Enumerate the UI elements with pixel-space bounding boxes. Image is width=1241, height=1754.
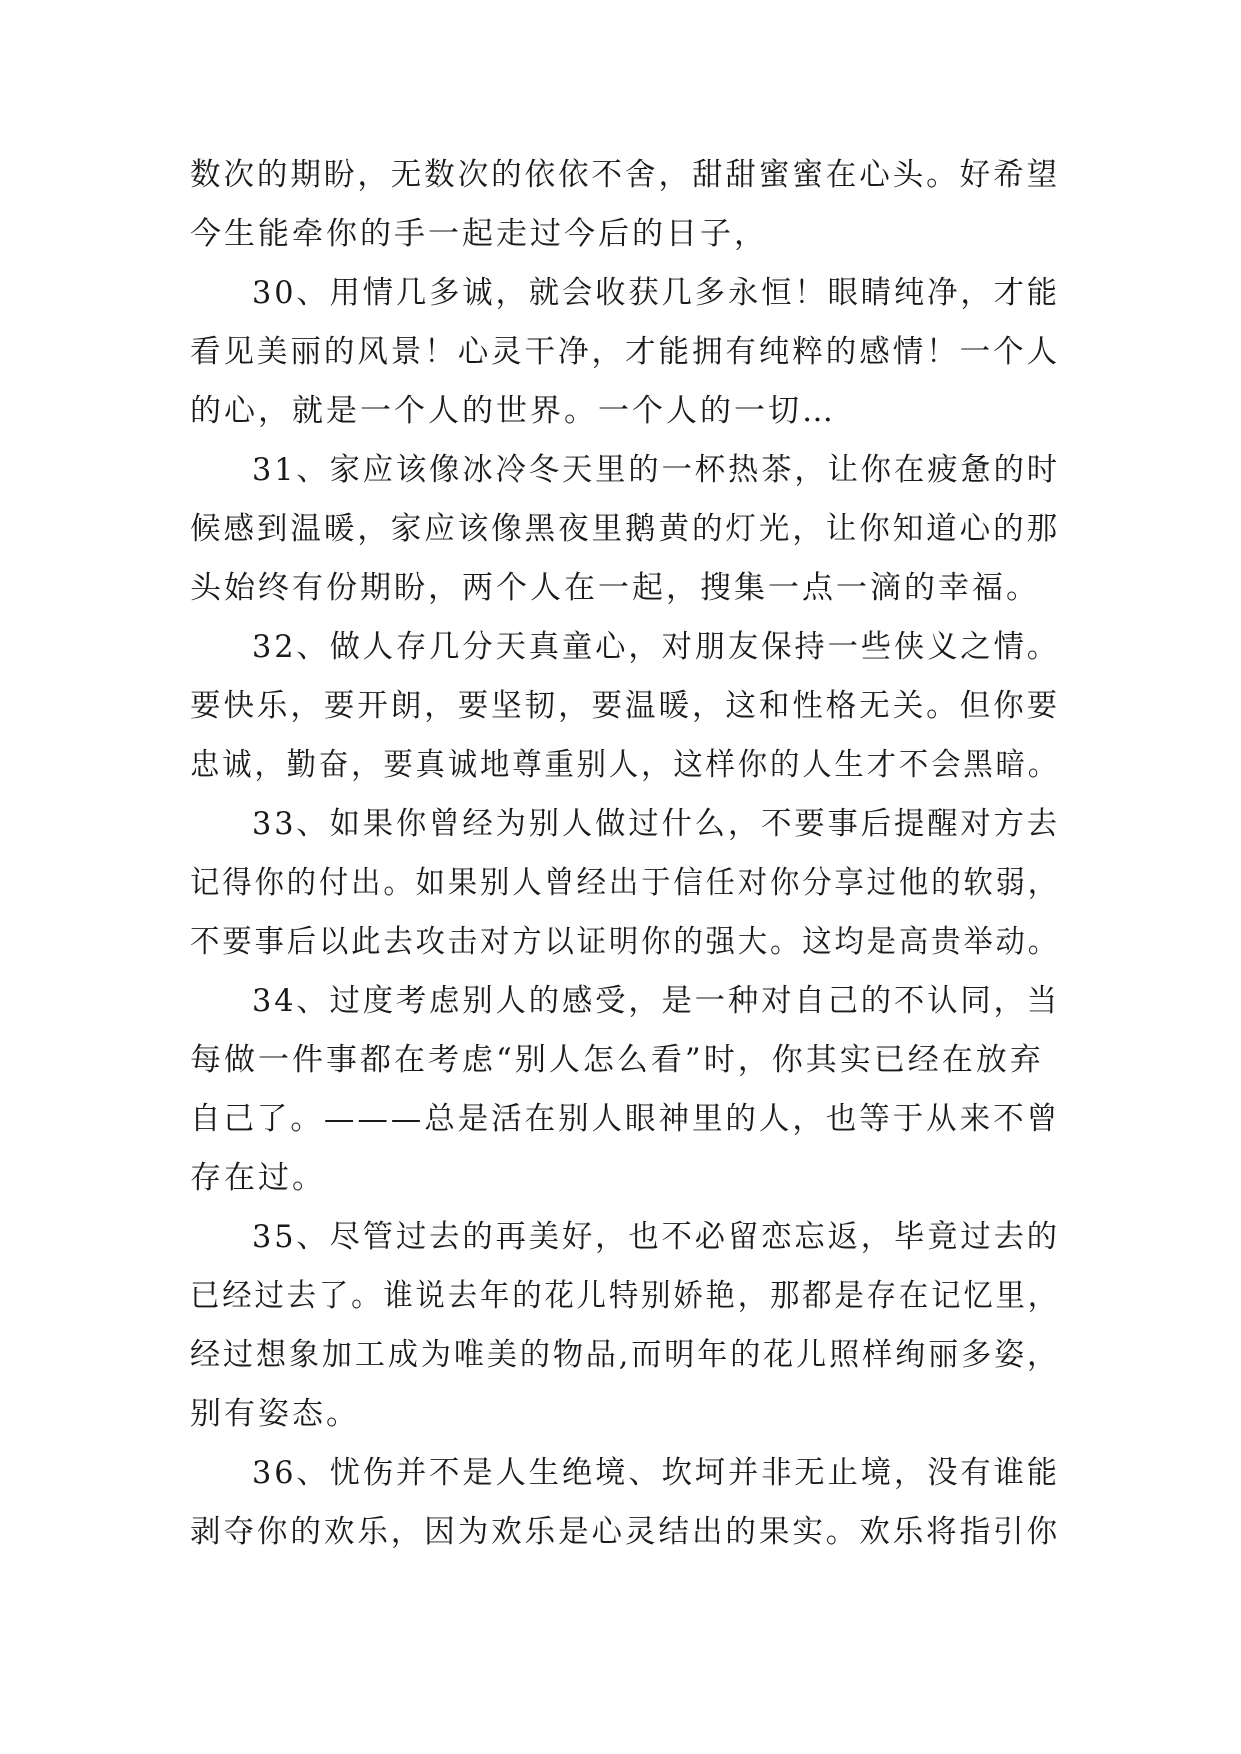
text-line: 35、尽管过去的再美好，也不必留恋忘返，毕竟过去的	[252, 1219, 1061, 1255]
text-line: 自己了。———总是活在别人眼神里的人，也等于从来不曾	[190, 1101, 1061, 1137]
text-line: 33、如果你曾经为别人做过什么，不要事后提醒对方去	[252, 806, 1061, 842]
text-line: 每做一件事都在考虑“别人怎么看”时，你其实已经在放弃	[190, 1042, 1044, 1078]
paragraph	[190, 1444, 1060, 1562]
text-line: 31、家应该像冰冷冬天里的一杯热茶，让你在疲惫的时	[252, 452, 1061, 488]
document-body	[190, 146, 1060, 1562]
paragraph	[190, 795, 1060, 972]
text-line: 不要事后以此去攻击对方以证明你的强大。这均是高贵举动。	[190, 924, 1060, 960]
text-line: 存在过。	[190, 1160, 326, 1196]
text-line: 记得你的付出。如果别人曾经出于信任对你分享过他的软弱，	[190, 865, 1060, 901]
paragraph	[190, 618, 1060, 795]
text-line: 的心，就是一个人的世界。一个人的一切…	[190, 393, 836, 429]
text-line: 数次的期盼，无数次的依依不舍，甜甜蜜蜜在心头。好希望	[190, 157, 1061, 193]
paragraph	[190, 441, 1060, 618]
paragraph	[190, 264, 1060, 441]
text-line: 别有姿态。	[190, 1396, 360, 1432]
text-line: 36、忧伤并不是人生绝境、坎坷并非无止境，没有谁能	[252, 1455, 1061, 1491]
paragraph	[190, 972, 1060, 1208]
text-line: 已经过去了。谁说去年的花儿特别娇艳，那都是存在记忆里，	[190, 1278, 1060, 1314]
text-line: 30、用情几多诚，就会收获几多永恒！眼睛纯净，才能	[252, 275, 1061, 311]
text-line: 忠诚，勤奋，要真诚地尊重别人，这样你的人生才不会黑暗。	[190, 747, 1060, 783]
text-line: 剥夺你的欢乐，因为欢乐是心灵结出的果实。欢乐将指引你	[190, 1514, 1061, 1550]
text-line: 34、过度考虑别人的感受，是一种对自己的不认同，当	[252, 983, 1061, 1019]
text-line: 32、做人存几分天真童心，对朋友保持一些侠义之情。	[252, 629, 1061, 665]
paragraph	[190, 1208, 1060, 1444]
paragraph	[190, 146, 1060, 264]
text-line: 看见美丽的风景！心灵干净，才能拥有纯粹的感情！一个人	[190, 334, 1061, 370]
text-line: 今生能牵你的手一起走过今后的日子，	[190, 216, 768, 252]
text-line: 候感到温暖，家应该像黑夜里鹅黄的灯光，让你知道心的那	[190, 511, 1061, 547]
text-line: 要快乐，要开朗，要坚韧，要温暖，这和性格无关。但你要	[190, 688, 1061, 724]
text-line: 头始终有份期盼，两个人在一起，搜集一点一滴的幸福。	[190, 570, 1040, 606]
text-line: 经过想象加工成为唯美的物品,而明年的花儿照样绚丽多姿，	[190, 1337, 1061, 1373]
